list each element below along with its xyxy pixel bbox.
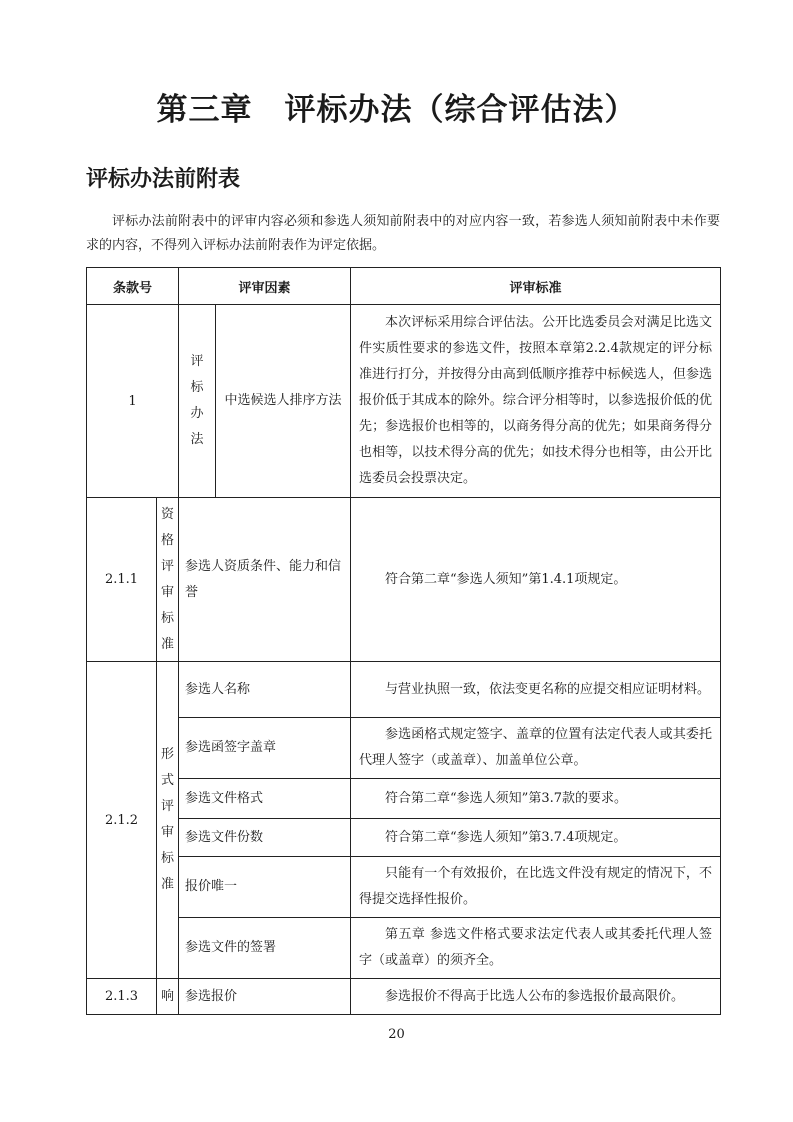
clause-number: 2.1.3 (87, 979, 157, 1015)
header-factor: 评审因素 (179, 268, 351, 305)
clause-number: 2.1.1 (87, 498, 157, 662)
table-row (87, 662, 721, 718)
table-row (87, 857, 721, 918)
evaluation-table (86, 267, 721, 1015)
table-row (87, 718, 721, 779)
chapter-title: 第三章 评标办法（综合评估法） (156, 92, 637, 128)
factor-text: 参选人资质条件、能力和信誉 (179, 498, 351, 662)
standard-text: 符合第二章“参选人须知”第3.7款的要求。 (351, 779, 721, 819)
factor-group: 资 格 评 审 标 准 (157, 498, 179, 662)
factor-text: 参选函签字盖章 (179, 718, 351, 779)
table-row (87, 979, 721, 1015)
table-row (87, 305, 721, 498)
clause-number: 1 (87, 305, 179, 498)
standard-text: 与营业执照一致，依法变更名称的应提交相应证明材料。 (351, 662, 721, 718)
header-standard: 评审标准 (351, 268, 721, 305)
standard-text: 参选函格式规定签字、盖章的位置有法定代表人或其委托代理人签字（或盖章）、加盖单位公章。 (351, 718, 721, 779)
table-header-row (87, 268, 721, 305)
factor-text: 参选文件格式 (179, 779, 351, 819)
section-title: 评标办法前附表 (86, 167, 241, 192)
intro-paragraph: 评标办法前附表中的评审内容必须和参选人须知前附表中的对应内容一致，若参选人须知前附表中未作要求的内容，不得列入评标办法前附表作为评定依据。 (86, 214, 720, 253)
table-row (87, 498, 721, 662)
factor-text: 参选文件的签署 (179, 918, 351, 979)
factor-text: 参选人名称 (179, 662, 351, 718)
table-row (87, 779, 721, 819)
factor-group: 形 式 评 审 标 准 (157, 662, 179, 979)
factor-text: 中选候选人排序方法 (216, 305, 351, 498)
table-row (87, 918, 721, 979)
standard-text: 符合第二章“参选人须知”第3.7.4项规定。 (351, 819, 721, 857)
standard-text: 参选报价不得高于比选人公布的参选报价最高限价。 (351, 979, 721, 1015)
standard-text: 只能有一个有效报价，在比选文件没有规定的情况下，不得提交选择性报价。 (351, 857, 721, 918)
factor-group: 评 标 办 法 (179, 305, 216, 498)
factor-group: 响 (157, 979, 179, 1015)
header-clause: 条款号 (87, 268, 179, 305)
standard-text: 本次评标采用综合评估法。公开比选委员会对满足比选文件实质性要求的参选文件，按照本章第2.2.4款规定的评分标准进行打分，并按得分由高到低顺序推荐中标候选人，但参选报价低于其成本的除外。综合评分相等时，以参选报价低的优先；参选报价也相等的，以商务得分高的优先；如果商务得分也相等，以技术得分高的优先；如技术得分也相等，由公开比选委员会投票决定。 (351, 305, 721, 498)
factor-text: 参选文件份数 (179, 819, 351, 857)
factor-text: 报价唯一 (179, 857, 351, 918)
standard-text: 第五章 参选文件格式要求法定代表人或其委托代理人签字（或盖章）的须齐全。 (351, 918, 721, 979)
page-number: 20 (388, 1027, 405, 1042)
table-row (87, 819, 721, 857)
standard-text: 符合第二章“参选人须知”第1.4.1项规定。 (351, 498, 721, 662)
clause-number: 2.1.2 (87, 662, 157, 979)
factor-text: 参选报价 (179, 979, 351, 1015)
